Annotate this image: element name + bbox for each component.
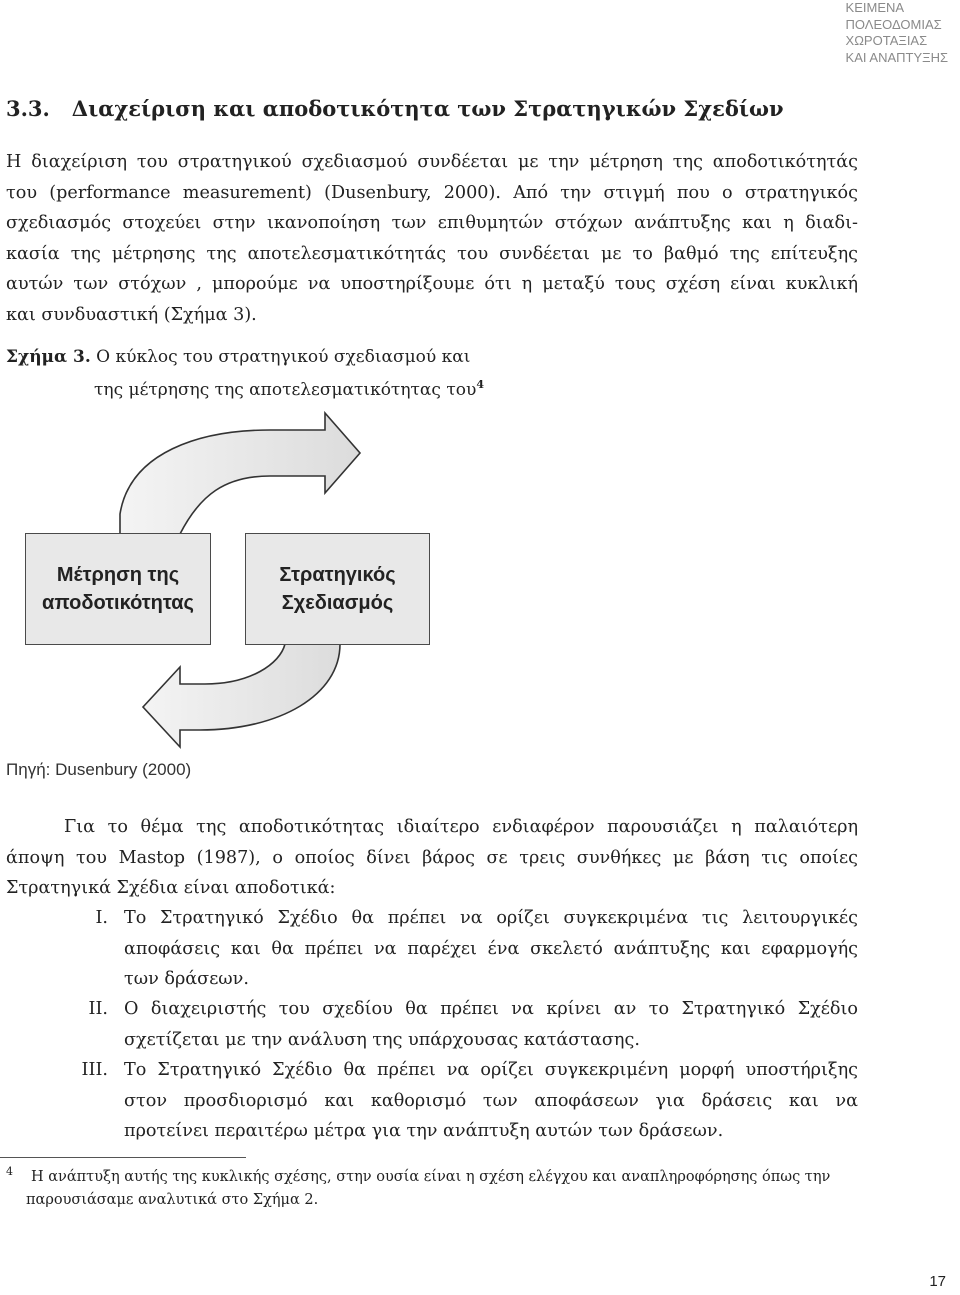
box-label: Σχεδιασμός xyxy=(281,592,394,614)
paragraph-line: και συνδυαστική (Σχήμα 3). xyxy=(6,304,257,325)
section-title: 3.3. Διαχείριση και αποδοτικότητα των Στρατηγικών Σχεδίων xyxy=(6,96,784,121)
caption-text: της μέτρησης της αποτελεσματικότητας του xyxy=(94,380,477,400)
paragraph-line: κασία της μέτρησης της αποτελεσματικότητάς του συνδέεται με το βαθμό της επίτευξης xyxy=(6,243,858,264)
page-number: 17 xyxy=(929,1273,946,1290)
paragraph-line: Στρατηγικά Σχέδια είναι αποδοτικά: xyxy=(6,878,336,898)
paragraph-line: σχεδιασμός στοχεύει στην ικανοποίηση των επιθυμητών στόχων ανάπτυξης και η διαδι- xyxy=(6,213,858,233)
list-number: I. xyxy=(95,908,108,928)
footnote-text: Η ανάπτυξη αυτής της κυκλικής σχέσης, στην ουσία είναι η σχέση ελέγχου και αναπληροφόρησης όπως την xyxy=(31,1169,831,1185)
box-label: αποδοτικότητας xyxy=(42,592,194,614)
paragraph-line: Η διαχείριση του στρατηγικού σχεδιασμού συνδέεται με την μέτρηση της αποδοτικότητάς xyxy=(6,152,858,172)
header-line: ΚΕΙΜΕΝΑ xyxy=(845,0,905,15)
header-line: ΠΟΛΕΟΔΟΜΙΑΣ xyxy=(845,16,942,32)
paragraph-line: αυτών των στόχων , μπορούμε να υποστηρίξουμε ότι η μεταξύ τους σχέση είναι κυκλική xyxy=(6,274,858,294)
paragraph-line: άποψη του Mastop (1987), ο οποίος δίνει βάρος σε τρεις συνθήκες με βάση τις οποίες xyxy=(6,847,858,868)
footnote-ref[interactable]: 4 xyxy=(476,378,484,391)
figure-source: Πηγή: Dusenbury (2000) xyxy=(6,760,192,779)
paragraph-line: Για το θέμα της αποδοτικότητας ιδιαίτερο ενδιαφέρον παρουσιάζει η παλαιότερη xyxy=(64,817,858,837)
paragraph-line: του (performance measurement) (Dusenbury, 2000). Από την στιγμή που ο στρατηγικός xyxy=(6,182,858,203)
list-line: των δράσεων. xyxy=(124,969,249,989)
body-paragraph xyxy=(6,812,858,904)
footnote-number: 4 xyxy=(6,1165,13,1178)
list-line: σχετίζεται με την ανάλυση της υπάρχουσας κατάστασης. xyxy=(124,1029,640,1050)
planning-box xyxy=(245,533,430,645)
box-label: Μέτρηση της xyxy=(56,564,180,586)
header-line: ΚΑΙ ΑΝΑΠΤΥΞΗΣ xyxy=(845,49,948,65)
box-label: Στρατηγικός xyxy=(279,564,396,586)
list-line: στον προσδιορισμό και καθορισμό των αποφάσεων για δράσεις και να xyxy=(124,1090,858,1111)
list-line: Ο διαχειριστής του σχεδίου θα πρέπει να κρίνει αν το Στρατηγικό Σχέδιο xyxy=(124,999,858,1019)
bottom-cycle-arrow xyxy=(143,644,340,747)
measurement-box xyxy=(25,533,211,645)
top-cycle-arrow xyxy=(120,413,360,534)
list-line: Το Στρατηγικό Σχέδιο θα πρέπει να ορίζει συγκεκριμένη μορφή υποστήριξης xyxy=(124,1060,858,1080)
header-line: ΧΩΡΟΤΑΞΙΑΣ xyxy=(845,33,928,48)
footnote-divider xyxy=(0,1157,246,1158)
footnote-text: παρουσιάσαμε αναλυτικά στο Σχήμα 2. xyxy=(26,1192,319,1208)
list-line: προτείνει περαιτέρω μέτρα για την ανάπτυξη αυτών των δράσεων. xyxy=(124,1121,724,1141)
caption-text: Ο κύκλος του στρατηγικού σχεδιασμού και xyxy=(90,347,471,367)
figure-label: Σχήμα 3. xyxy=(6,347,91,367)
list-line: αποφάσεις και θα πρέπει να παρέχει ένα σκελετό ανάπτυξης και εφαρμογής xyxy=(124,938,858,959)
list-line: Το Στρατηγικό Σχέδιο θα πρέπει να ορίζει συγκεκριμένα τις λειτουργικές xyxy=(124,908,858,928)
footnote xyxy=(6,1160,856,1212)
list-number: III. xyxy=(81,1060,108,1080)
list-number: II. xyxy=(88,999,108,1019)
